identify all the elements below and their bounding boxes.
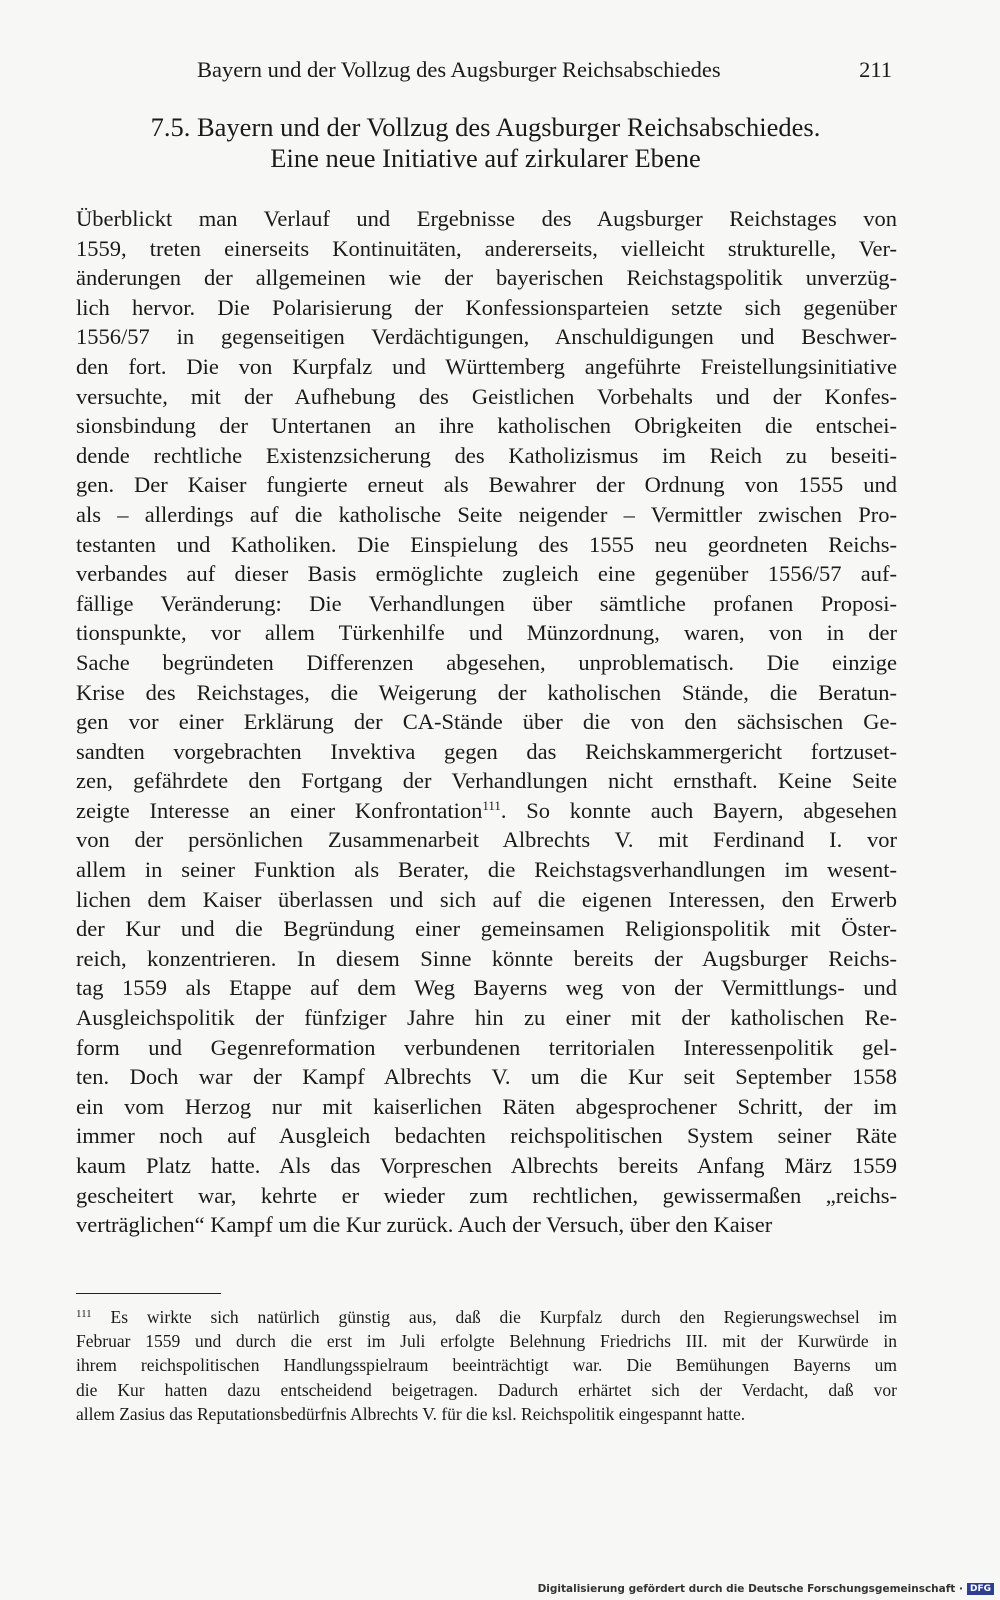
body-line: tag 1559 als Etappe auf dem Weg Bayerns weg von der Vermittlungs- und (76, 975, 897, 1001)
footnote-divider (76, 1293, 221, 1294)
body-line: zen, gefährdete den Fortgang der Verhandlungen nicht ernsthaft. Keine Seite (76, 768, 897, 794)
body-line: gescheitert war, kehrte er wieder zum rechtlichen, gewissermaßen „reichs- (76, 1182, 897, 1208)
dfg-logo: DFG (967, 1583, 994, 1595)
body-line: verträglichen“ Kampf um die Kur zurück. Auch der Versuch, über den Kaiser (76, 1212, 773, 1238)
body-line: tionspunkte, vor allem Türkenhilfe und Münzordnung, waren, von in der (76, 620, 897, 646)
body-line: änderungen der allgemeinen wie der bayerischen Reichstagspolitik unverzüg- (76, 265, 897, 291)
body-line: Ausgleichspolitik der fünfziger Jahre hin zu einer mit der katholischen Re- (76, 1005, 897, 1031)
digitization-credit (538, 1580, 994, 1598)
body-line-text: zeigte Interesse an einer Konfrontation (76, 797, 483, 823)
body-line: immer noch auf Ausgleich bedachten reichspolitischen System seiner Räte (76, 1123, 897, 1149)
body-line: sionsbindung der Untertanen an ihre katholischen Obrigkeiten die entschei- (76, 413, 897, 439)
body-line: verbandes auf dieser Basis ermöglichte zugleich eine gegenüber 1556/57 auf- (76, 561, 897, 587)
credit-text: Digitalisierung gefördert durch die Deutsche Forschungsgemeinschaft · (537, 1583, 963, 1595)
body-line: sandten vorgebrachten Invektiva gegen das Reichskammergericht fortzuset- (76, 738, 897, 764)
footnote-line: ihrem reichspolitischen Handlungsspielraum beeinträchtigt war. Die Bemühungen Bayerns um (76, 1355, 897, 1376)
body-line: kaum Platz hatte. Als das Vorpreschen Albrechts bereits Anfang März 1559 (76, 1153, 897, 1178)
body-line: versuchte, mit der Aufhebung des Geistlichen Vorbehalts und der Konfes- (76, 383, 897, 409)
footnote (76, 1305, 897, 1426)
body-line: reich, konzentrieren. In diesem Sinne könnte bereits der Augsburger Reichs- (76, 945, 897, 971)
body-line-continuation: . So konnte auch Bayern, abgesehen (500, 797, 897, 823)
body-line: den fort. Die von Kurpfalz und Württemberg angeführte Freistellungsinitiative (76, 353, 897, 379)
body-line: 1559, treten einerseits Kontinuitäten, andererseits, vielleicht strukturelle, Ver- (76, 235, 897, 261)
body-line: 1556/57 in gegenseitigen Verdächtigungen, Anschuldigungen und Beschwer- (76, 324, 897, 350)
footnote-line: allem Zasius das Reputationsbedürfnis Albrechts V. für die ksl. Reichspolitik eingespannt hatte. (76, 1403, 746, 1424)
body-line: als – allerdings auf die katholische Seite neigender – Vermittler zwischen Pro- (76, 501, 897, 527)
section-title (68, 112, 903, 174)
body-line: form und Gegenreformation verbundenen territorialen Interessenpolitik gel- (76, 1034, 897, 1060)
section-title-line-1: 7.5. Bayern und der Vollzug des Augsburger Reichsabschiedes. (150, 112, 821, 142)
body-line: von der persönlichen Zusammenarbeit Albrechts V. mit Ferdinand I. vor (76, 827, 897, 853)
footnote-line (76, 1305, 897, 1329)
body-line-with-footnote-ref (76, 796, 897, 826)
body-line: Überblickt man Verlauf und Ergebnisse des Augsburger Reichstages von (76, 206, 897, 231)
running-head (197, 52, 892, 88)
body-line: allem in seiner Funktion als Berater, die Reichstagsverhandlungen im wesent- (76, 857, 897, 883)
section-title-line-2: Eine neue Initiative auf zirkularer Ebene (270, 143, 701, 173)
footnote-reference[interactable]: 111 (482, 797, 501, 813)
body-text (76, 204, 897, 1240)
footnote-line: die Kur hatten dazu entscheidend beigetragen. Dadurch erhärtet sich der Verdacht, daß vor (76, 1379, 897, 1400)
body-line: testanten und Katholiken. Die Einspielung des 1555 neu geordneten Reichs- (76, 531, 897, 557)
body-line: fällige Veränderung: Die Verhandlungen über sämtliche profanen Proposi- (76, 590, 897, 616)
page-number: 211 (859, 57, 892, 82)
footnote-line: Februar 1559 und durch die erst im Juli erfolgte Belehnung Friedrichs III. mit der Kurwürde in (76, 1331, 897, 1352)
footnote-number: 111 (76, 1308, 92, 1320)
footnote-line-text: Es wirkte sich natürlich günstig aus, daß die Kurpfalz durch den Regierungswechsel im (110, 1307, 898, 1327)
running-title: Bayern und der Vollzug des Augsburger Reichsabschiedes (197, 57, 721, 82)
body-line: Sache begründeten Differenzen abgesehen, unproblematisch. Die einzige (76, 649, 897, 675)
body-line: gen vor einer Erklärung der CA-Stände über die von den sächsischen Ge- (76, 709, 897, 735)
body-line: Krise des Reichstages, die Weigerung der katholischen Stände, die Beratun- (76, 679, 897, 705)
body-line: ein vom Herzog nur mit kaiserlichen Räten abgesprochener Schritt, der im (76, 1093, 897, 1119)
body-line: lich hervor. Die Polarisierung der Konfessionsparteien setzte sich gegenüber (76, 294, 897, 320)
body-line: der Kur und die Begründung einer gemeinsamen Religionspolitik mit Öster- (76, 916, 897, 942)
body-line: ten. Doch war der Kampf Albrechts V. um die Kur seit September 1558 (76, 1064, 897, 1090)
body-line: gen. Der Kaiser fungierte erneut als Bewahrer der Ordnung von 1555 und (76, 472, 897, 498)
body-line: lichen dem Kaiser überlassen und sich auf die eigenen Interessen, den Erwerb (76, 886, 897, 912)
body-line: dende rechtliche Existenzsicherung des Katholizismus im Reich zu beseiti- (76, 442, 897, 468)
